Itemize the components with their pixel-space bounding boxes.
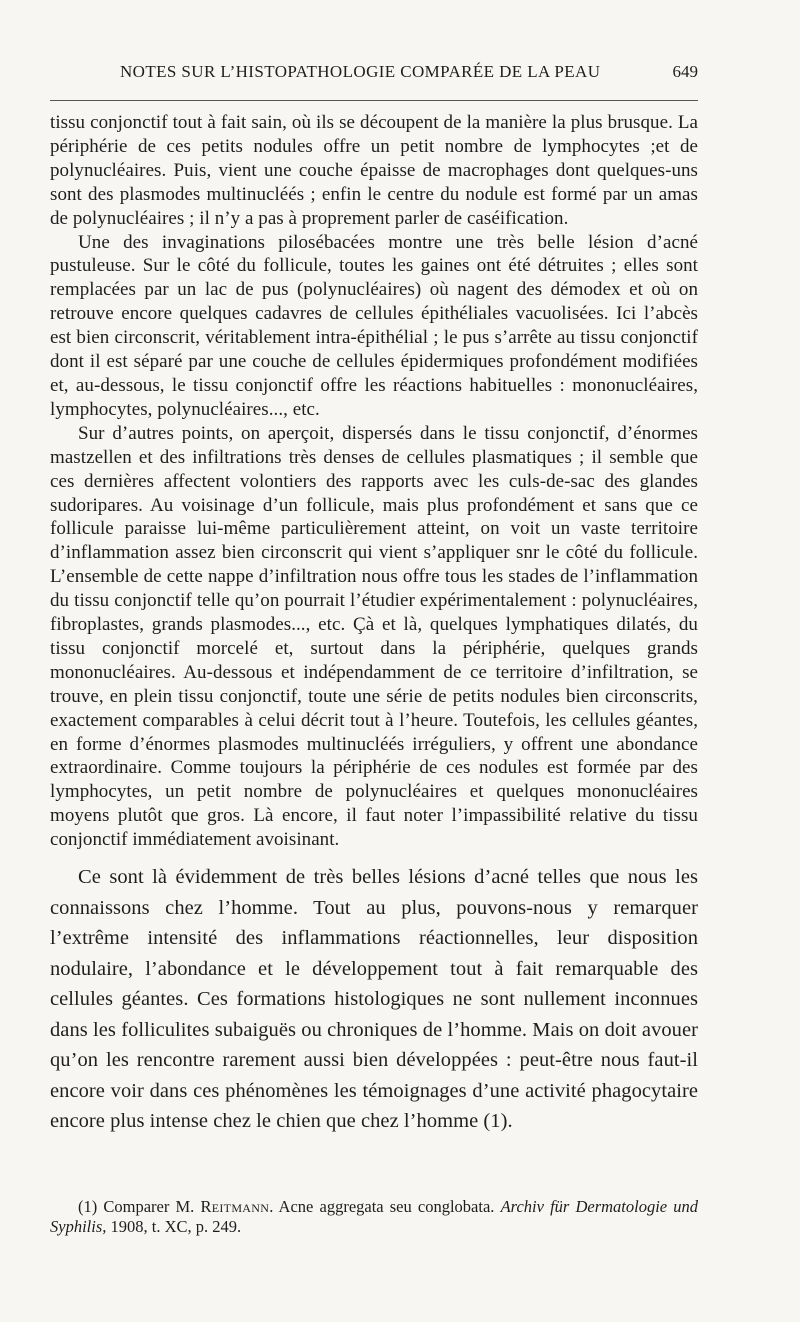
paragraph-other-points: Sur d’autres points, on aperçoit, dispersés dans le tissu conjonctif, d’énormes mastzellen et des infiltrations très denses de cellules plasmatiques ; il semble que ces dernières affectent volontiers des rapports avec les culs-de-sac des glandes sudoripares. Au voisinage d’un follicule, mais plus profondément et sans que ce follicule paraisse lui-même particulièrement atteint, on voit un vaste territoire d’inflammation assez bien circonscrit qui vient s’appliquer snr le côté du follicule. L’ensemble de cette nappe d’infiltration nous offre tous les stades de l’inflammation du tissu conjonctif telle qu’on pourrait l’étudier expérimentalement : polynucléaires, fibroplastes, grands plasmodes..., etc. Çà et là, quelques lymphatiques dilatés, du tissu conjonctif morcelé et, surtout dans la périphérie, quelques grands mononucléaires. Au-dessous et indépendamment de ce territoire d’infiltration, se trouve, en plein tissu conjonctif, toute une série de petits nodules bien circonscrits, exactement comparables à celui décrit tout à l’heure. Toutefois, les cellules géantes, en forme d’énormes plasmodes multinucléés irréguliers, y offrent une abondance extraordinaire. Comme toujours la périphérie de ces nodules est formée par des lymphocytes, un petit nombre de polynucléaires et quelques mononucléaires moyens plutôt que gros. Là encore, il faut noter l’impassibilité relative du tissu conjonctif immédiatement avoisinant. [50, 422, 698, 851]
body-text [50, 111, 698, 1137]
running-header [50, 62, 698, 86]
running-title: NOTES SUR L’HISTOPATHOLOGIE COMPARÉE DE LA PEAU [120, 62, 601, 81]
footnote-author: Reitmann [200, 1197, 270, 1216]
footnote-title: Acne aggregata seu conglobata. [278, 1197, 495, 1216]
footnote: (1) Comparer M. Reitmann. Acne aggregata seu conglobata. Archiv für Dermatologie und Syphilis, 1908, t. XC, p. 249. [50, 1197, 699, 1236]
paragraph-acne-lesion: Une des invaginations pilosébacées montre une très belle lésion d’acné pustuleuse. Sur le côté du follicule, toutes les gaines ont été détruites ; elles sont remplacées par un lac de pus (polynucléaires) où nagent des démodex et où on retrouve encore quelques cadavres de cellules épithéliales vacuolisées. Ici l’abcès est bien circonscrit, véritablement intra-épithélial ; le pus s’arrête au tissu conjonctif dont il est séparé par une couche de cellules épidermiques profondément modifiées et, au-dessous, le tissu conjonctif offre les réactions habituelles : mononucléaires, lymphocytes, polynucléaires..., etc. [50, 231, 698, 420]
footnote-marker: (1) [78, 1197, 98, 1216]
footnote-journal: Archiv für Dermatologie und Syphilis, [50, 1197, 699, 1236]
footnote-details: 1908, t. XC, p. 249. [110, 1217, 242, 1236]
paragraph-continuation: tissu conjonctif tout à fait sain, où ils se découpent de la manière la plus brusque. La périphérie de ces petits nodules offre un petit nombre de lymphocytes ;et de polynucléaires. Puis, vient une couche épaisse de macrophages dont quelques-uns sont des plasmodes multinucléés ; enfin le centre du nodule est formé par un amas de polynucléaires ; il n’y a pas à proprement parler de caséification. [50, 112, 698, 229]
header-rule [50, 100, 698, 101]
footnote-lead: Comparer M. [103, 1197, 195, 1216]
paragraph-conclusion: Ce sont là évidemment de très belles lésions d’acné telles que nous les connaissons chez l’homme. Tout au plus, pouvons-nous y remarquer l’extrême intensité des inflammations réactionnelles, leur disposition nodulaire, l’abondance et le développement tout à fait remarquable des cellules géantes. Ces formations histologiques ne sont nullement inconnues dans les folliculites subaiguës ou chroniques de l’homme. Mais on doit avouer qu’on les rencontre rarement aussi bien développées : peut-être nous faut-il encore voir dans ces phénomènes les témoignages d’une activité phagocytaire encore plus intense chez le chien que chez l’homme (1). [50, 866, 698, 1133]
page-number: 649 [672, 62, 698, 81]
